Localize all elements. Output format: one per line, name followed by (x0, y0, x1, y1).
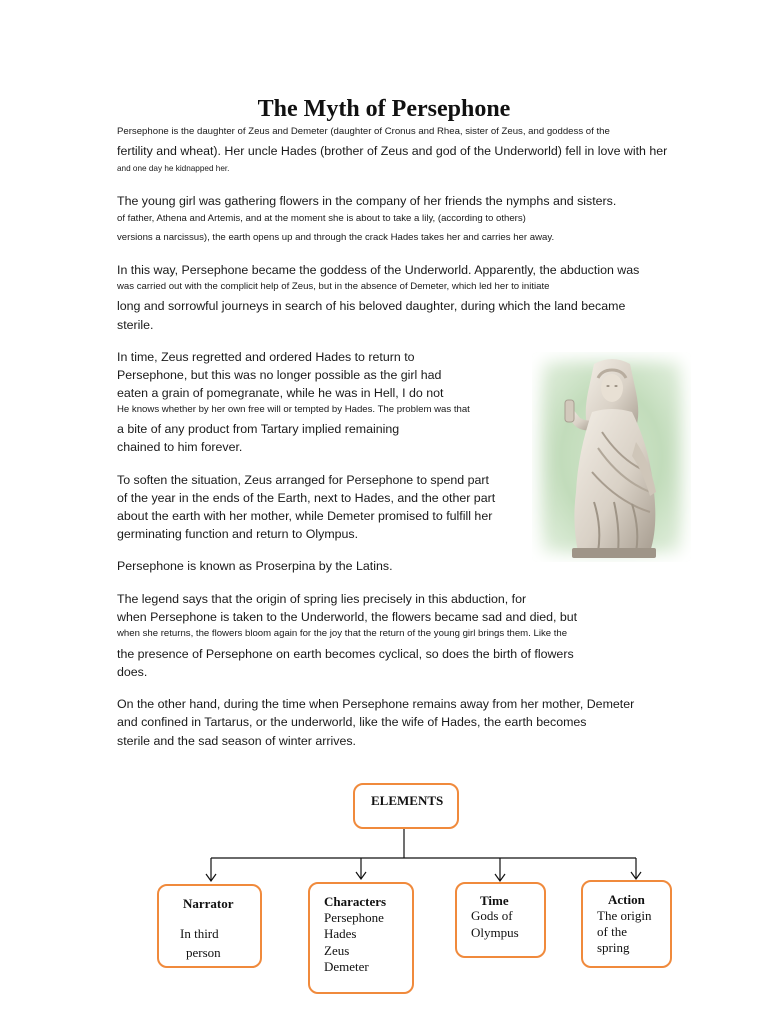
text-line: when Persephone is taken to the Underworld, the flowers became sad and died, but (117, 610, 578, 624)
text-line: Persephone is known as Proserpina by the Latins. (117, 559, 393, 573)
action-line: spring (597, 940, 630, 955)
characters-heading: Characters (324, 894, 387, 909)
narrator-line: In third (180, 926, 219, 941)
text-line: a bite of any product from Tartary implied remaining (117, 422, 400, 436)
text-line: Persephone, but this was no longer possible as the girl had (117, 368, 442, 382)
text-line: the presence of Persephone on earth becomes cyclical, so does the birth of flowers (117, 647, 574, 661)
elements-heading: ELEMENTS (371, 793, 444, 808)
text-line: and one day he kidnapped her. (117, 164, 230, 173)
text-line: germinating function and return to Olympus. (117, 527, 359, 541)
characters-line: Persephone (324, 910, 384, 925)
text-line: The young girl was gathering flowers in the company of her friends the nymphs and sisters. (117, 194, 617, 208)
text-line: To soften the situation, Zeus arranged for Persephone to spend part (117, 473, 489, 487)
text-line: He knows whether by her own free will or tempted by Hades. The problem was that (117, 404, 470, 415)
time-heading: Time (480, 893, 509, 908)
text-line: chained to him forever. (117, 440, 243, 454)
text-line: was carried out with the complicit help of Zeus, but in the absence of Demeter, which led her to initiate (117, 281, 550, 292)
text-line: The legend says that the origin of spring lies precisely in this abduction, for (117, 592, 527, 606)
text-line: and confined in Tartarus, or the underworld, like the wife of Hades, the earth becomes (117, 715, 587, 729)
action-box (581, 880, 672, 968)
elements-box (353, 783, 459, 829)
time-line: Gods of (471, 908, 513, 923)
text-line: fertility and wheat). Her uncle Hades (brother of Zeus and god of the Underworld) fell in love with her (117, 144, 668, 158)
narrator-box (157, 884, 262, 968)
text-line: Persephone is the daughter of Zeus and Demeter (daughter of Cronus and Rhea, sister of Zeus, and goddess of the (117, 126, 610, 137)
text-line: sterile and the sad season of winter arrives. (117, 734, 356, 748)
text-line: eaten a grain of pomegranate, while he was in Hell, I do not (117, 386, 444, 400)
narrator-line: person (186, 945, 221, 960)
action-line: The origin (597, 908, 652, 923)
action-line: of the (597, 924, 627, 939)
page-title: The Myth of Persephone (257, 96, 511, 122)
narrator-heading: Narrator (183, 896, 234, 911)
text-line: In time, Zeus regretted and ordered Hades to return to (117, 350, 415, 364)
time-line: Olympus (471, 925, 519, 940)
time-box (455, 882, 546, 958)
text-line: of father, Athena and Artemis, and at the moment she is about to take a lily, (according to others) (117, 213, 526, 224)
text-line: when she returns, the flowers bloom again for the joy that the return of the young girl brings them. Like the (117, 628, 568, 639)
text-line: of the year in the ends of the Earth, next to Hades, and the other part (117, 491, 496, 505)
text-line: In this way, Persephone became the goddess of the Underworld. Apparently, the abduction was (117, 263, 640, 277)
text-line: On the other hand, during the time when Persephone remains away from her mother, Demeter (117, 697, 635, 711)
text-line: does. (117, 665, 148, 679)
text-line: sterile. (117, 318, 154, 332)
arrowheads (206, 872, 641, 881)
characters-line: Demeter (324, 959, 369, 974)
characters-line: Zeus (324, 943, 350, 958)
text-line: versions a narcissus), the earth opens up and through the crack Hades takes her and carries her away. (117, 232, 555, 243)
characters-line: Hades (324, 926, 357, 941)
text-line: long and sorrowful journeys in search of his beloved daughter, during which the land became (117, 299, 626, 313)
action-heading: Action (608, 892, 645, 907)
characters-box (308, 882, 414, 994)
text-line: about the earth with her mother, while Demeter promised to fulfill her (117, 509, 493, 523)
